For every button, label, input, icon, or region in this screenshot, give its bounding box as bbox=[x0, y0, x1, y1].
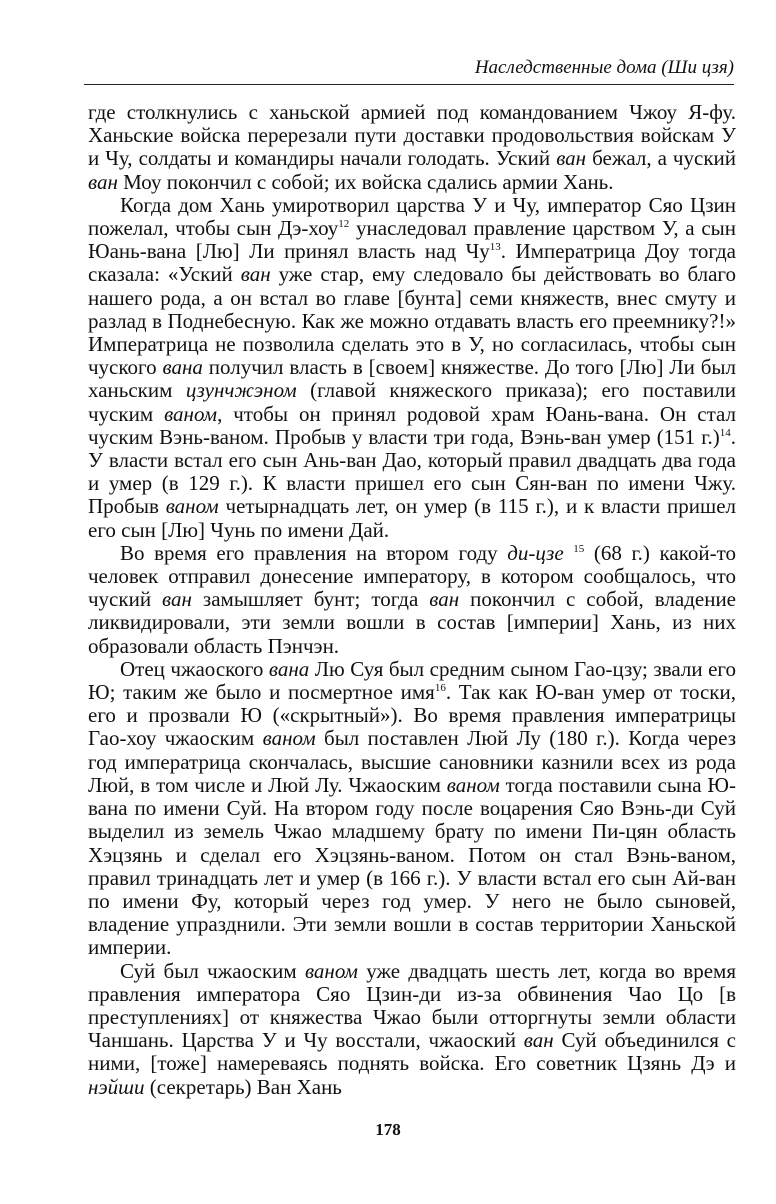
text-run: где столкнулись с ханьской армией под командованием Чжоу Я-фу. Ханьские войска перерезали пути доставки продовольствия войскам У и Чу, солдаты и командиры начали голодать. Уский bbox=[88, 100, 736, 171]
italic-term: вана bbox=[162, 355, 203, 380]
text-run: Суй объединился с ними, [тоже] намереваясь поднять войска. Его советник Цзянь Дэ и bbox=[88, 1028, 736, 1076]
italic-term: цзунчжэном bbox=[185, 378, 297, 403]
italic-term: ваном bbox=[446, 772, 500, 797]
italic-term: ван bbox=[556, 146, 587, 171]
footnote-marker: 14 bbox=[719, 426, 731, 439]
text-run: четырнадцать лет, он умер (в 115 г.), и к власти пришел его сын [Лю] Чунь по имени Дай. bbox=[88, 494, 737, 542]
italic-term: вана bbox=[268, 656, 310, 681]
text-run: унаследовал правление царством У, а сын Юань-вана [Лю] Ли принял власть над Чу bbox=[88, 216, 736, 264]
paragraph bbox=[88, 101, 736, 194]
italic-term: ваном bbox=[165, 494, 219, 519]
italic-term: ван bbox=[523, 1028, 554, 1053]
text-run: покончил с собой, владение ликвидировали, эти земли вошли в состав [империи] Хань, из них образовали область Пэнчэн. bbox=[88, 587, 737, 658]
paragraph bbox=[88, 542, 736, 658]
text-run: (секретарь) Ван Хань bbox=[144, 1074, 342, 1099]
page-number: 178 bbox=[375, 1120, 401, 1139]
text-run bbox=[564, 541, 574, 565]
text-run: . Так как Ю-ван умер от тоски, его и прозвали Ю («скрытный»). Во время правления императрицы Гао-хоу чжаоским bbox=[88, 680, 736, 751]
paragraph bbox=[88, 658, 736, 960]
text-run: . У власти встал его сын Ань-ван Дао, который правил двадцать два года и умер (в 129 г.). К власти пришел его сын Сян-ван по имени Чжу. Пробыв bbox=[88, 424, 736, 519]
italic-term: ван bbox=[240, 262, 271, 287]
italic-term: нэйши bbox=[88, 1074, 145, 1099]
running-header: Наследственные дома (Ши цзя) bbox=[84, 56, 734, 85]
text-run: уже двадцать шесть лет, когда во время правления императора Сяо Цзин-ди из-за обвинения Чао Цо [в преступлениях] от княжества Чжао были отторгнуты земли области Чаншань. Царства У и Чу восстали, чжаоский bbox=[88, 958, 736, 1053]
italic-term: ваном bbox=[304, 958, 358, 983]
text-run: тогда поставили сына Ю-вана по имени Суй. На втором году после воцарения Сяо Вэнь-ди Суй выделил из земель Чжао младшему брату по имени Пи-цян область Хэцзянь и сделал его Хэцзянь-ваном. Потом он стал Вэнь-ваном, правил тринадцать лет и умер (в 166 г.). У власти встал его сын Ай-ван по имени Фу, который через год умер. У него не было сыновей, владение упразднили. Эти земли вошли в состав территории Ханьской империи. bbox=[88, 772, 737, 960]
text-run: замышляет бунт; тогда bbox=[191, 587, 430, 612]
text-run: Во время его правления на втором году bbox=[120, 540, 508, 565]
footnote-marker: 12 bbox=[338, 218, 350, 231]
italic-term: ваном bbox=[164, 401, 218, 426]
body-text bbox=[88, 101, 736, 1099]
footnote-marker: 15 bbox=[573, 542, 585, 555]
text-run: (68 г.) какой-то человек отправил донесение императору, в котором сообщалось, что чуский bbox=[88, 540, 736, 612]
text-run: Отец чжаоского bbox=[120, 656, 269, 681]
italic-term: ди-цзе bbox=[507, 540, 564, 565]
text-run: Лю Суя был средним сыном Гао-цзу; звали его Ю; таким же было и посмертное имя bbox=[88, 656, 736, 705]
text-run: Суй был чжаоским bbox=[120, 958, 305, 983]
italic-term: ван bbox=[429, 587, 460, 612]
text-run: получил власть в [своем] княжестве. До того [Лю] Ли был ханьским bbox=[88, 355, 737, 403]
italic-term: ваном bbox=[262, 726, 316, 751]
text-run: (главой княжеского приказа); его поставили чуским bbox=[88, 378, 736, 426]
italic-term: ван bbox=[162, 587, 192, 612]
text-run: уже стар, ему следовало бы действовать во благо нашего рода, а он встал во главе [бунта] семи княжеств, внес смуту и разлад в Поднебесную. Как же можно отдавать власть его преемнику?!» Императрица не позволила сделать это в У, но согласилась, чтобы сын чуского bbox=[88, 262, 736, 380]
paragraph bbox=[88, 960, 736, 1099]
italic-term: ван bbox=[88, 169, 118, 194]
footnote-marker: 13 bbox=[489, 241, 501, 254]
text-run: Когда дом Хань умиротворил царства У и Чу, император Сяо Цзин пожелал, чтобы сын Дэ-хоу bbox=[88, 192, 736, 241]
text-run: Моу покончил с собой; их войска сдались армии Хань. bbox=[117, 169, 614, 194]
text-run: бежал, а чуский bbox=[586, 146, 736, 171]
text-run: . Императрица Доу тогда сказала: «Уский bbox=[88, 239, 736, 287]
text-run: , чтобы он принял родовой храм Юань-вана. Он стал чуским Вэнь-ваном. Пробыв у власти три года, Вэнь-ван умер (151 г.) bbox=[88, 401, 736, 449]
text-run: был поставлен Люй Лу (180 г.). Когда через год императрица скончалась, высшие сановники казнили всех из рода Люй, в том числе и Люй Лу. Чжаоским bbox=[88, 726, 736, 797]
footnote-marker: 16 bbox=[434, 682, 446, 695]
paragraph bbox=[88, 194, 736, 542]
